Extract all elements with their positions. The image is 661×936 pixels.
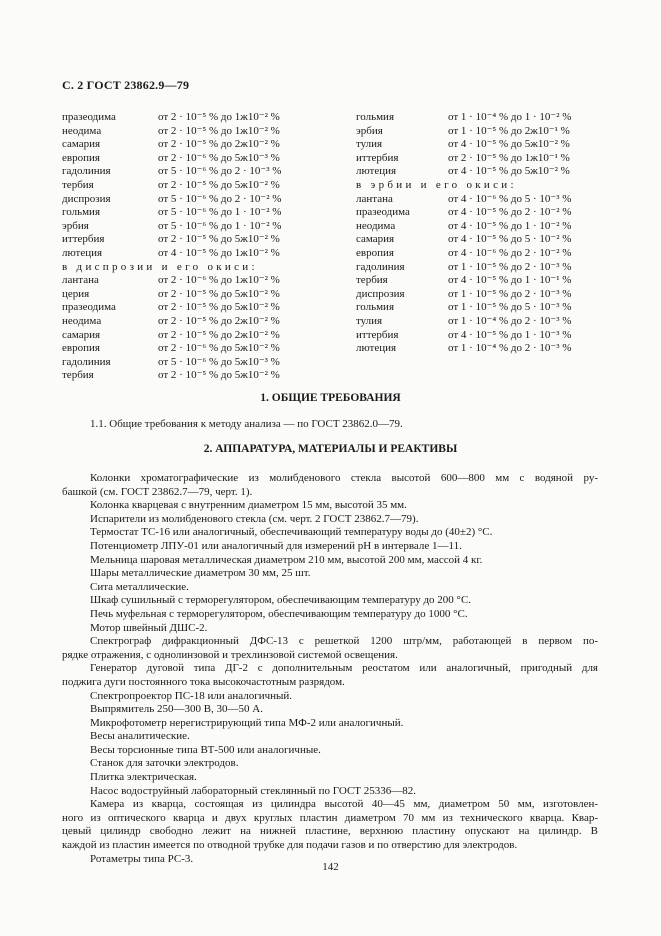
concentration-range: от 1 · 10⁻⁵ % до 2 · 10⁻³ % (448, 260, 572, 273)
section-1-title: 1. ОБЩИЕ ТРЕБОВАНИЯ (260, 392, 401, 404)
element-name: празеодима (356, 206, 410, 219)
element-name: эрбия (356, 124, 383, 137)
list-item (62, 179, 332, 193)
list-item (356, 111, 606, 125)
list-item (356, 301, 606, 315)
paragraph-line: Мельница шаровая металлическая диаметром 210 мм, высотой 200 мм, массой 4 кг. (90, 553, 483, 566)
paragraph-line: Мотор швейный ДШС-2. (90, 621, 208, 634)
paragraph-line: Печь муфельная с терморегулятором, обеспечивающим температуру до 1000 °С. (90, 607, 468, 620)
element-name: европия (62, 342, 100, 355)
list-item (62, 274, 332, 288)
list-item (356, 193, 606, 207)
list-item (356, 274, 606, 288)
concentration-range: от 4 · 10⁻⁵ % до 5 · 10⁻² % (448, 233, 572, 246)
list-item (356, 233, 606, 247)
concentration-range: от 2 · 10⁻⁵ % до 5ж10⁻² % (158, 369, 280, 382)
concentration-range: от 4 · 10⁻⁵ % до 2 · 10⁻² % (448, 206, 572, 219)
concentration-range: от 2 · 10⁻⁶ % до 5ж10⁻² % (158, 342, 280, 355)
concentration-range: от 2 · 10⁻⁵ % до 5ж10⁻² % (158, 287, 280, 300)
paragraph-line: Сита металлические. (90, 580, 189, 593)
element-name: иттербия (62, 233, 105, 246)
paragraph-line: Термостат ТС-16 или аналогичный, обеспечивающий температуру воды до (40±2) °С. (90, 526, 493, 539)
list-item (356, 152, 606, 166)
concentration-range: от 2 · 10⁻⁵ % до 5ж10⁻² % (158, 233, 280, 246)
paragraph-line: Колонка кварцевая с внутренним диаметром 15 мм, высотой 35 мм. (90, 499, 407, 512)
element-name: тербия (356, 274, 388, 287)
list-item (62, 152, 332, 166)
list-item (62, 125, 332, 139)
list-item (356, 329, 606, 343)
right-element-list (356, 111, 606, 356)
paragraph-line: Микрофотометр нерегистрирующий типа МФ-2 или аналогичный. (90, 716, 404, 729)
paragraph-line: ного из оптического кварца и двух круглых пластин диаметром 70 мм из технического кварца. Квар- (62, 811, 598, 824)
list-item (62, 138, 332, 152)
element-name: неодима (356, 219, 396, 232)
concentration-range: от 4 · 10⁻⁵ % до 1ж10⁻² % (158, 246, 280, 259)
concentration-range: от 2 · 10⁻⁵ % до 2ж10⁻² % (158, 328, 280, 341)
element-name: гольмия (62, 206, 101, 219)
page-number: 142 (322, 861, 339, 873)
element-name: самария (62, 328, 101, 341)
paragraph-line: Генератор дуговой типа ДГ-2 с дополнительным реостатом или аналогичный, пригодный для (90, 662, 598, 675)
element-name: гадолиния (62, 355, 111, 368)
list-item (62, 356, 332, 370)
element-name: тербия (62, 178, 94, 191)
concentration-range: от 1 · 10⁻⁵ % до 2ж10⁻¹ % (448, 124, 570, 137)
paragraph-line: поджига дуги постоянного тока высокочастотным разрядом. (62, 675, 345, 688)
concentration-range: от 4 · 10⁻⁵ % до 1 · 10⁻³ % (448, 328, 572, 341)
concentration-range: от 2 · 10⁻⁵ % до 5ж10⁻² % (158, 178, 280, 191)
subsection-heading: в эрбии и его окиси: (356, 178, 517, 191)
concentration-range: от 2 · 10⁻⁵ % до 1ж10⁻¹ % (448, 151, 570, 164)
list-item (62, 288, 332, 302)
concentration-range: от 2 · 10⁻⁵ % до 1ж10⁻² % (158, 124, 280, 137)
concentration-range: от 5 · 10⁻⁶ % до 5ж10⁻³ % (158, 355, 280, 368)
list-item (62, 165, 332, 179)
concentration-range: от 4 · 10⁻⁵ % до 1 · 10⁻¹ % (448, 274, 572, 287)
concentration-range: от 1 · 10⁻⁵ % до 2 · 10⁻³ % (448, 287, 572, 300)
list-item (62, 247, 332, 261)
list-item (62, 329, 332, 343)
element-name: самария (62, 138, 101, 151)
element-name: празеодима (62, 111, 116, 123)
list-item (62, 369, 332, 383)
element-name: гадолиния (356, 260, 405, 273)
element-name: лютеция (356, 342, 397, 355)
paragraph-line: Станок для заточки электродов. (90, 757, 239, 770)
paragraph-line: Колонки хроматографические из молибденового стекла высотой 600—800 мм с водяной ру- (90, 472, 598, 484)
concentration-range: от 1 · 10⁻⁴ % до 2 · 10⁻³ % (448, 342, 572, 355)
paragraph-line: Ротаметры типа РС-3. (90, 852, 194, 865)
paragraph-line: рядке отражения, с однолинзовой и трехлинзовой системой освещения. (62, 648, 398, 661)
concentration-range: от 4 · 10⁻⁵ % до 5ж10⁻² % (448, 165, 570, 178)
element-name: гольмия (356, 111, 395, 123)
element-name: тулия (356, 314, 383, 327)
list-item (62, 206, 332, 220)
paragraph-line: башкой (см. ГОСТ 23862.7—79, черт. 1). (62, 485, 253, 498)
paragraph-line: Спектропроектор ПС-18 или аналогичный. (90, 689, 293, 702)
paragraph-line: Испарители из молибденового стекла (см. черт. 2 ГОСТ 23862.7—79). (90, 512, 419, 525)
list-item (356, 342, 606, 356)
list-item (356, 315, 606, 329)
subsection-heading: в диспрозии и его окиси: (62, 260, 258, 273)
section-1-text (62, 418, 598, 432)
section-2-title: 2. АППАРАТУРА, МАТЕРИАЛЫ И РЕАКТИВЫ (203, 443, 458, 455)
list-item (62, 315, 332, 329)
concentration-range: от 2 · 10⁻⁵ % до 2ж10⁻² % (158, 138, 280, 151)
concentration-range: от 5 · 10⁻⁶ % до 1 · 10⁻² % (158, 219, 282, 232)
element-name: самария (356, 233, 395, 246)
list-item (62, 111, 332, 125)
element-name: тербия (62, 369, 94, 382)
concentration-range: от 2 · 10⁻⁵ % до 5ж10⁻² % (158, 301, 280, 314)
element-name: лютеция (62, 246, 103, 259)
concentration-range: от 4 · 10⁻⁶ % до 5 · 10⁻³ % (448, 192, 572, 205)
element-name: иттербия (356, 151, 399, 164)
paragraph-line: Камера из кварца, состоящая из цилиндра высотой 40—45 мм, диаметром 50 мм, изготовлен- (90, 798, 598, 811)
concentration-range: от 5 · 10⁻⁶ % до 2 · 10⁻² % (158, 192, 282, 205)
element-name: гадолиния (62, 165, 111, 178)
paragraph-line: каждой из пластин имеется по отводной трубке для подачи газов и по отверстию для электродов. (62, 839, 518, 852)
list-item (62, 233, 332, 247)
list-item (62, 220, 332, 234)
list-item (356, 138, 606, 152)
list-item (356, 247, 606, 261)
concentration-range: от 4 · 10⁻⁶ % до 2 · 10⁻² % (448, 246, 572, 259)
concentration-range: от 1 · 10⁻⁵ % до 5 · 10⁻³ % (448, 301, 572, 314)
list-item (62, 193, 332, 207)
concentration-range: от 2 · 10⁻⁵ % до 1ж10⁻² % (158, 111, 280, 123)
element-name: диспрозия (356, 287, 405, 300)
section-2-body (62, 472, 598, 866)
concentration-range: от 2 · 10⁻⁵ % до 2ж10⁻² % (158, 314, 280, 327)
list-item (62, 342, 332, 356)
paragraph-line: Шкаф сушильный с терморегулятором, обеспечивающим температуру до 200 °С. (90, 594, 472, 607)
paragraph-line: 1.1. Общие требования к методу анализа — по ГОСТ 23862.0—79. (90, 418, 403, 430)
element-name: лантана (62, 274, 99, 287)
element-name: диспрозия (62, 192, 111, 205)
element-name: тулия (356, 138, 383, 151)
list-item (356, 261, 606, 275)
paragraph-line: Шары металлические диаметром 30 мм, 25 шт. (90, 567, 311, 580)
element-name: лютеция (356, 165, 397, 178)
element-name: иттербия (356, 328, 399, 341)
paragraph-line: Потенциометр ЛПУ-01 или аналогичный для измерений pH в интервале 1—11. (90, 539, 462, 552)
element-name: европия (356, 246, 394, 259)
paragraph-line: Спектрограф дифракционный ДФС-13 с решеткой 1200 штр/мм, работающей в первом по- (90, 635, 598, 648)
paragraph-line: Весы аналитические. (90, 730, 190, 743)
list-item (62, 301, 332, 315)
element-name: неодима (62, 314, 102, 327)
concentration-range: от 2 · 10⁻⁶ % до 5ж10⁻³ % (158, 151, 280, 164)
paragraph-line: Насос водоструйный лабораторный стеклянный по ГОСТ 25336—82. (90, 784, 417, 797)
list-item (356, 220, 606, 234)
concentration-range: от 4 · 10⁻⁵ % до 5ж10⁻² % (448, 138, 570, 151)
element-name: неодима (62, 124, 102, 137)
paragraph-line: Весы торсионные типа ВТ-500 или аналогичные. (90, 743, 321, 756)
paragraph-line: цевый цилиндр свободно лежит на нижней пластине, верхнюю пластину опускают на цилиндр. В (62, 825, 598, 838)
element-name: европия (62, 151, 100, 164)
concentration-range: от 5 · 10⁻⁶ % до 2 · 10⁻³ % (158, 165, 282, 178)
element-name: лантана (356, 192, 393, 205)
element-name: гольмия (356, 301, 395, 314)
list-item (356, 288, 606, 302)
page-header: С. 2 ГОСТ 23862.9—79 (62, 78, 190, 92)
list-item (356, 125, 606, 139)
left-element-list (62, 111, 332, 383)
paragraph-line: Выпрямитель 250—300 В, 30—50 А. (90, 703, 263, 716)
concentration-range: от 2 · 10⁻⁶ % до 1ж10⁻² % (158, 274, 280, 287)
list-item (356, 165, 606, 179)
concentration-range: от 5 · 10⁻⁶ % до 1 · 10⁻² % (158, 206, 282, 219)
element-name: эрбия (62, 219, 89, 232)
concentration-range: от 1 · 10⁻⁴ % до 2 · 10⁻³ % (448, 314, 572, 327)
concentration-range: от 4 · 10⁻⁵ % до 1 · 10⁻² % (448, 219, 572, 232)
concentration-range: от 1 · 10⁻⁴ % до 1 · 10⁻² % (448, 111, 572, 123)
element-name: празеодима (62, 301, 116, 314)
element-name: церия (62, 287, 90, 300)
paragraph-line: Плитка электрическая. (90, 771, 197, 784)
list-item (356, 206, 606, 220)
